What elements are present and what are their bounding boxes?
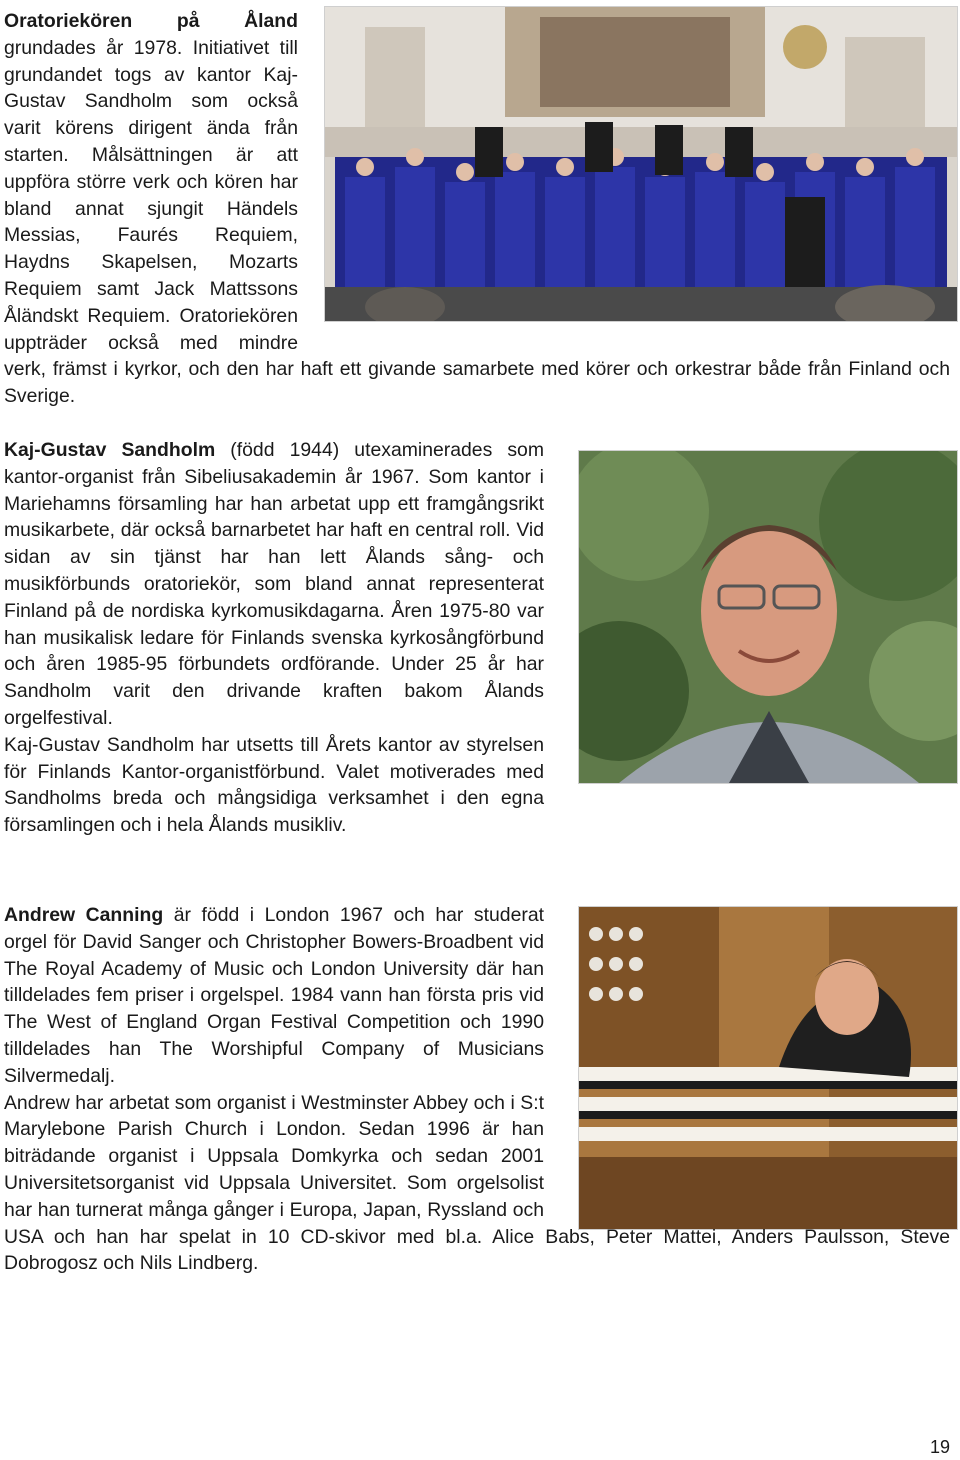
text-oratoriekoren: grundades år 1978. Initiativet till grundandet togs av kantor Kaj-Gustav Sandholm som också varit körens dirigent ända från starten. Målsättningen är att uppföra större verk och kören har bland annat sjungit Händels Messias, Faurés Requiem, Haydns Skapelsen, Mozarts Requiem samt Jack Mattssons Åländskt Requiem. Oratoriekören uppträder också med mindre verk, främst i kyrkor, och den har haft ett givande samarbete med körer och orkestrar både från Finland och Sverige. (4, 36, 950, 408)
text-canning-bio: är född i London 1967 och har studerat orgel för David Sanger och Christopher Bowers-Broadbent vid The Royal Academy of Music och London University där han tilldelades fem priser i orgelspel. 1984 vann han första pris vid The West of England Organ Festival Competition och 1990 tilldelades han The Worshipful Company of Musicians Silvermedalj. (4, 904, 544, 1087)
section-sandholm (4, 437, 950, 839)
paragraph-canning-career: Andrew har arbetat som organist i Westminster Abbey och i S:t Marylebone Parish Church i London. Sedan 1996 är han biträdande organist i Uppsala Domkyrka och sedan 2001 Universitetsorganist vid Uppsala Universitet. Som orgelsolist har han turnerat många gånger i Europa, Japan, Ryssland och USA och han har spelat in 10 CD-skivor med bl.a. Alice Babs, Peter Mattei, Anders Paulsson, Steve Dobrogosz och Nils Lindberg. (4, 1091, 950, 1275)
page-number: 19 (929, 1437, 950, 1457)
section-oratoriekoren (4, 8, 950, 410)
lead-canning: Andrew Canning (4, 904, 164, 926)
text-sandholm-bio: (född 1944) utexaminerades som kantor-organist från Sibeliusakademin år 1967. Som kantor i Mariehamns församling har han arbetat upp ett framgångsrikt musikarbete, där också barnarbetet har haft en central roll. Vid sidan av sin tjänst har han lett Ålands sång- och musikförbunds oratoriekör, som bland annat representerat Finland på de nordiska kyrkomusikdagarna. Åren 1975-80 var han musikalisk ledare för Finlands svenska kyrkosångförbund och åren 1985-95 förbundets ordförande. Under 25 år har Sandholm varit den drivande kraften bakom Ålands orgelfestival. (4, 439, 544, 729)
section-canning (4, 902, 950, 1277)
lead-sandholm: Kaj-Gustav Sandholm (4, 439, 216, 461)
paragraph-sandholm-award: Kaj-Gustav Sandholm har utsetts till Årets kantor av styrelsen för Finlands Kantor-organistförbund. Valet motiverades med Sandholms breda och mångsidiga verksamhet i den egna församlingen och i hela Ålands musikliv. (4, 733, 544, 837)
lead-oratoriekoren: Oratoriekören på Åland (4, 10, 298, 32)
